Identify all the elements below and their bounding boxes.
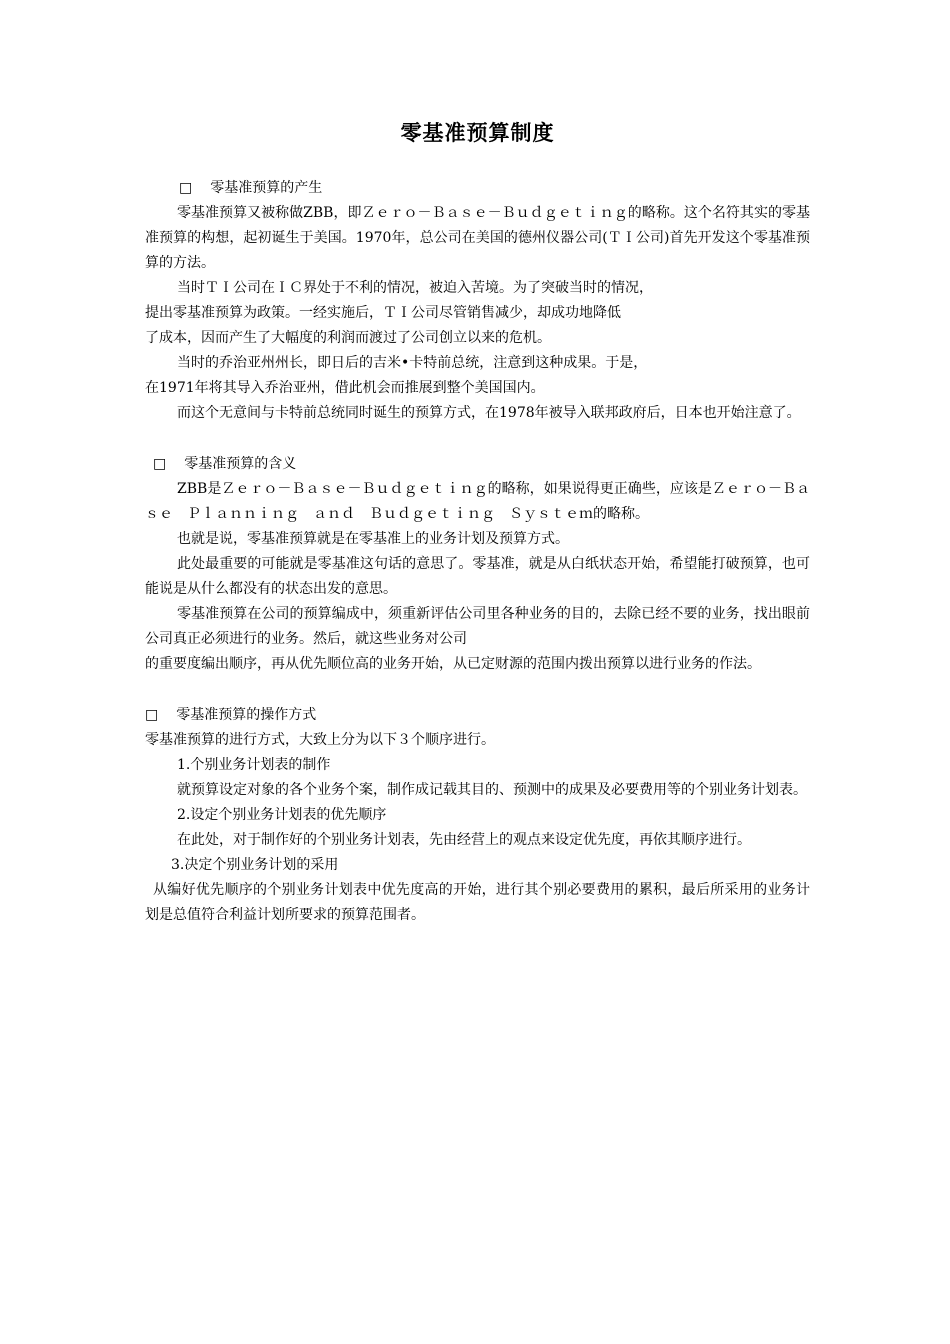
document-page (145, 118, 810, 954)
paragraph: 零基准预算的进行方式，大致上分为以下３个顺序进行。 (145, 732, 495, 748)
section-heading-text: 零基准预算的操作方式 (176, 707, 317, 723)
document-title: 零基准预算制度 (400, 121, 555, 145)
paragraph: 此处最重要的可能就是零基准这句话的意思了。零基准，就是从白纸状态开始，希望能打破预算，也可能说是从什么都没有的状态出发的意思。 (145, 556, 810, 597)
section-heading-text: 零基准预算的产生 (210, 180, 323, 196)
section-heading (145, 176, 810, 201)
list-item-heading: 3.决定个别业务计划的采用 (171, 857, 339, 873)
section-heading (145, 703, 810, 728)
paragraph: 从编好优先顺序的个别业务计划表中优先度高的开始，进行其个别必要费用的累积，最后所采用的业务计划是总值符合利益计划所要求的预算范围者。 (145, 882, 810, 923)
checkbox-icon: □ (145, 707, 159, 723)
checkbox-icon: □ (153, 456, 167, 472)
paragraph: 提出零基准预算为政策。一经实施后，ＴＩ公司尽管销售减少，却成功地降低 (145, 305, 621, 321)
paragraph: 在1971年将其导入乔治亚州，借此机会而推展到整个美国国内。 (145, 380, 545, 396)
paragraph: 也就是说，零基准预算就是在零基准上的业务计划及预算方式。 (177, 531, 569, 547)
section-origin (145, 176, 810, 426)
list-item-heading: 1.个别业务计划表的制作 (177, 757, 331, 773)
list-item-heading: 2.设定个别业务计划表的优先顺序 (177, 807, 387, 823)
paragraph: 零基准预算在公司的预算编成中，须重新评估公司里各种业务的目的，去除已经不要的业务，找出眼前公司真正必须进行的业务。然后，就这些业务对公司 (145, 606, 810, 647)
checkbox-icon: □ (179, 180, 193, 196)
paragraph: 了成本，因而产生了大幅度的利润而渡过了公司创立以来的危机。 (145, 330, 551, 346)
paragraph: 当时ＴＩ公司在ＩＣ界处于不利的情况，被迫入苦境。为了突破当时的情况， (177, 280, 653, 296)
paragraph: 的重要度编出顺序，再从优先顺位高的业务开始，从已定财源的范围内拨出预算以进行业务的作法。 (145, 656, 761, 672)
paragraph: 零基准预算又被称做ZBB，即Ｚｅｒｏ－Ｂａｓｅ－Ｂｕｄｇｅｔｉｎｇ的略称。这个名符其实的零基准预算的构想，起初诞生于美国。1970年，总公司在美国的德州仪器公司(ＴＩ公司)首先开发这个零基准预算的方法。 (145, 205, 810, 271)
paragraph: 而这个无意间与卡特前总统同时诞生的预算方式，在1978年被导入联邦政府后，日本也开始注意了。 (177, 405, 801, 421)
section-heading-text: 零基准预算的含义 (184, 456, 297, 472)
paragraph: 当时的乔治亚州州长，即日后的吉米•卡特前总统，注意到这种成果。于是， (177, 355, 648, 371)
paragraph: 就预算设定对象的各个业务个案，制作成记载其目的、预测中的成果及必要费用等的个别业务计划表。 (177, 782, 807, 798)
section-meaning (145, 452, 810, 677)
section-heading (145, 452, 810, 477)
paragraph: ZBB是Ｚｅｒｏ－Ｂａｓｅ－Ｂｕｄｇｅｔｉｎｇ的略称，如果说得更正确些，应该是Ｚｅｒｏ－Ｂａｓｅ Ｐｌａｎｎｉｎｇ ａｎｄ Ｂｕｄｇｅｔｉｎｇ Ｓｙｓｔｅｍ的略称。 (145, 481, 810, 522)
paragraph: 在此处，对于制作好的个别业务计划表，先由经营上的观点来设定优先度，再依其顺序进行。 (177, 832, 751, 848)
section-operation (145, 703, 810, 928)
